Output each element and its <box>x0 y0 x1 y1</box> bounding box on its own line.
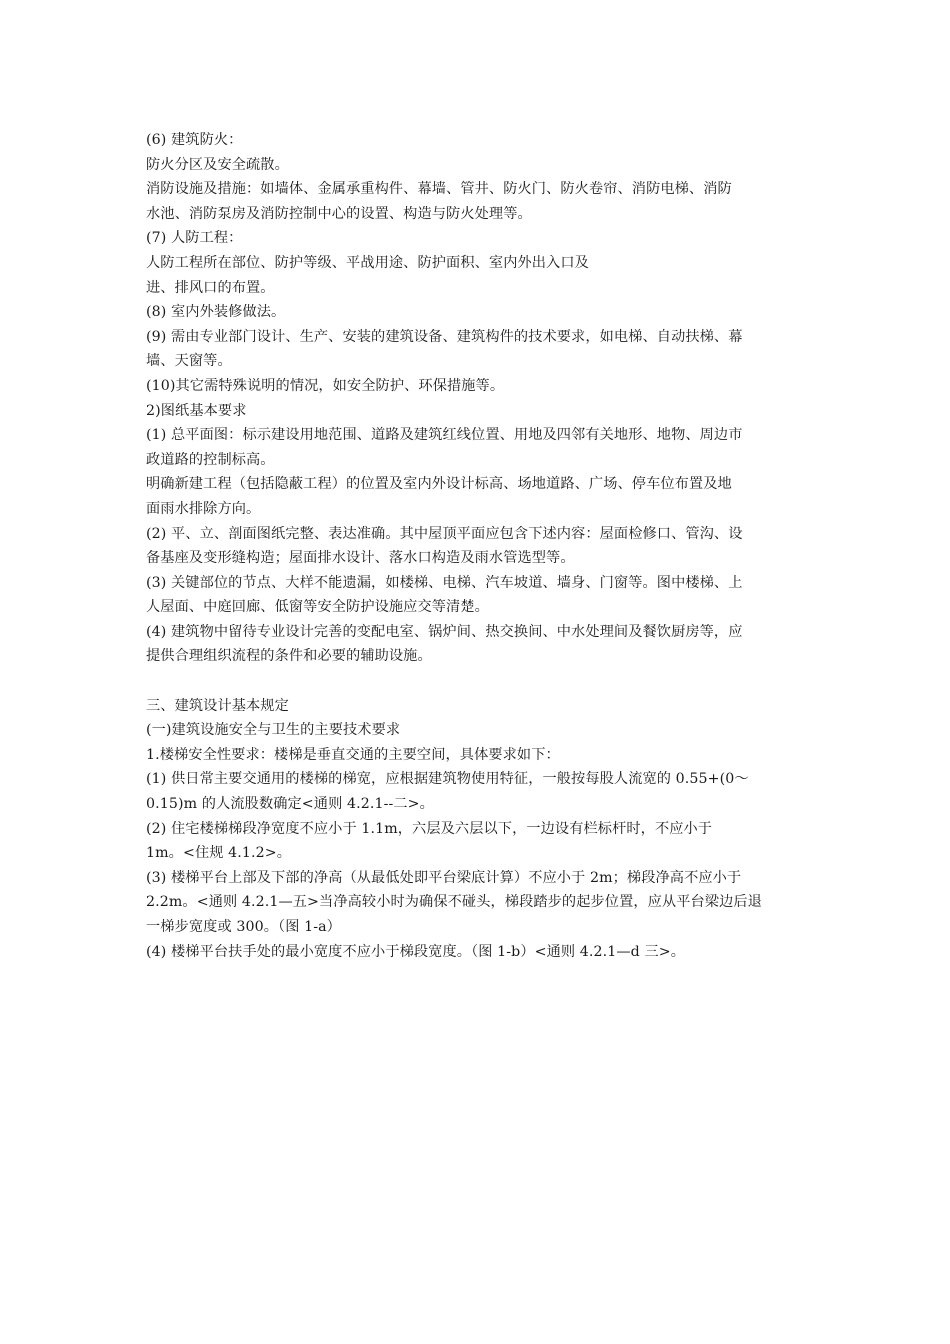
paragraph-line: (3) 楼梯平台上部及下部的净高（从最低处即平台梁底计算）不应小于 2m；梯段净高不应小于 <box>146 869 742 886</box>
section-heading-drawing-requirements: 2)图纸基本要求 <box>146 402 247 419</box>
paragraph-line: 2.2m。<通则 4.2.1—五>当净高较小时为确保不碰头，梯段踏步的起步位置，应从平台梁边后退 <box>146 894 762 911</box>
paragraph-line: (4) 建筑物中留待专业设计完善的变配电室、锅炉间、热交换间、中水处理间及餐饮厨房等，应 <box>146 623 743 640</box>
paragraph-line: (3) 关键部位的节点、大样不能遗漏，如楼梯、电梯、汽车坡道、墙身、门窗等。图中楼梯、上 <box>146 574 743 591</box>
paragraph-line: 政道路的控制标高。 <box>146 451 275 468</box>
section-heading-fire-protection: (6) 建筑防火： <box>146 132 243 148</box>
paragraph-line: 备基座及变形缝构造；屋面排水设计、落水口构造及雨水管选型等。 <box>146 550 575 567</box>
paragraph-line: 面雨水排除方向。 <box>146 500 261 517</box>
paragraph-line: 明确新建工程（包括隐蔽工程）的位置及室内外设计标高、场地道路、广场、停车位布置及地 <box>146 476 732 493</box>
paragraph-line: 1m。<住规 4.1.2>。 <box>146 845 292 862</box>
paragraph-line: 人防工程所在部位、防护等级、平战用途、防护面积、室内外出入口及 <box>146 254 589 271</box>
section-heading-safety-hygiene: (一)建筑设施安全与卫生的主要技术要求 <box>146 722 401 739</box>
paragraph-line: 人屋面、中庭回廊、低窗等安全防护设施应交等清楚。 <box>146 599 489 616</box>
paragraph-line: (10)其它需特殊说明的情况，如安全防护、环保措施等。 <box>146 377 505 394</box>
section-heading-stair-safety: 1.楼梯安全性要求：楼梯是垂直交通的主要空间，具体要求如下： <box>146 746 560 763</box>
section-heading-civil-defense: (7) 人防工程： <box>146 230 243 247</box>
paragraph-line: 提供合理组织流程的条件和必要的辅助设施。 <box>146 648 432 665</box>
paragraph-line: 0.15)m 的人流股数确定<通则 4.2.1--二>。 <box>146 796 434 813</box>
paragraph-line: 水池、消防泵房及消防控制中心的设置、构造与防火处理等。 <box>146 205 532 222</box>
paragraph-line: (2) 住宅楼梯梯段净宽度不应小于 1.1m，六层及六层以下，一边设有栏标杆时，不应小于 <box>146 820 713 837</box>
document-body <box>146 128 808 964</box>
paragraph-line: 进、排风口的布置。 <box>146 279 275 296</box>
paragraph-line: (9) 需由专业部门设计、生产、安装的建筑设备、建筑构件的技术要求，如电梯、自动扶梯、幕 <box>146 328 743 345</box>
blank-line <box>146 669 808 694</box>
paragraph-line: (1) 供日常主要交通用的楼梯的梯宽，应根据建筑物使用特征，一般按每股人流宽的 0.55+(0～ <box>146 771 749 788</box>
paragraph-line: (1) 总平面图：标示建设用地范围、道路及建筑红线位置、用地及四邻有关地形、地物、周边市 <box>146 427 743 444</box>
paragraph-line: (2) 平、立、剖面图纸完整、表达准确。其中屋顶平面应包含下述内容：屋面检修口、管沟、设 <box>146 525 743 542</box>
paragraph-line: 墙、天窗等。 <box>146 353 232 370</box>
chapter-heading-basic-rules: 三、建筑设计基本规定 <box>146 697 289 714</box>
paragraph-line: 防火分区及安全疏散。 <box>146 156 289 173</box>
paragraph-line: 消防设施及措施：如墙体、金属承重构件、幕墙、管井、防火门、防火卷帘、消防电梯、消防 <box>146 181 732 198</box>
section-heading-decoration: (8) 室内外装修做法。 <box>146 304 286 321</box>
paragraph-line: (4) 楼梯平台扶手处的最小宽度不应小于梯段宽度。（图 1-b）<通则 4.2.1—d 三>。 <box>146 943 686 960</box>
paragraph-line: 一梯步宽度或 300。（图 1-a） <box>146 919 341 935</box>
